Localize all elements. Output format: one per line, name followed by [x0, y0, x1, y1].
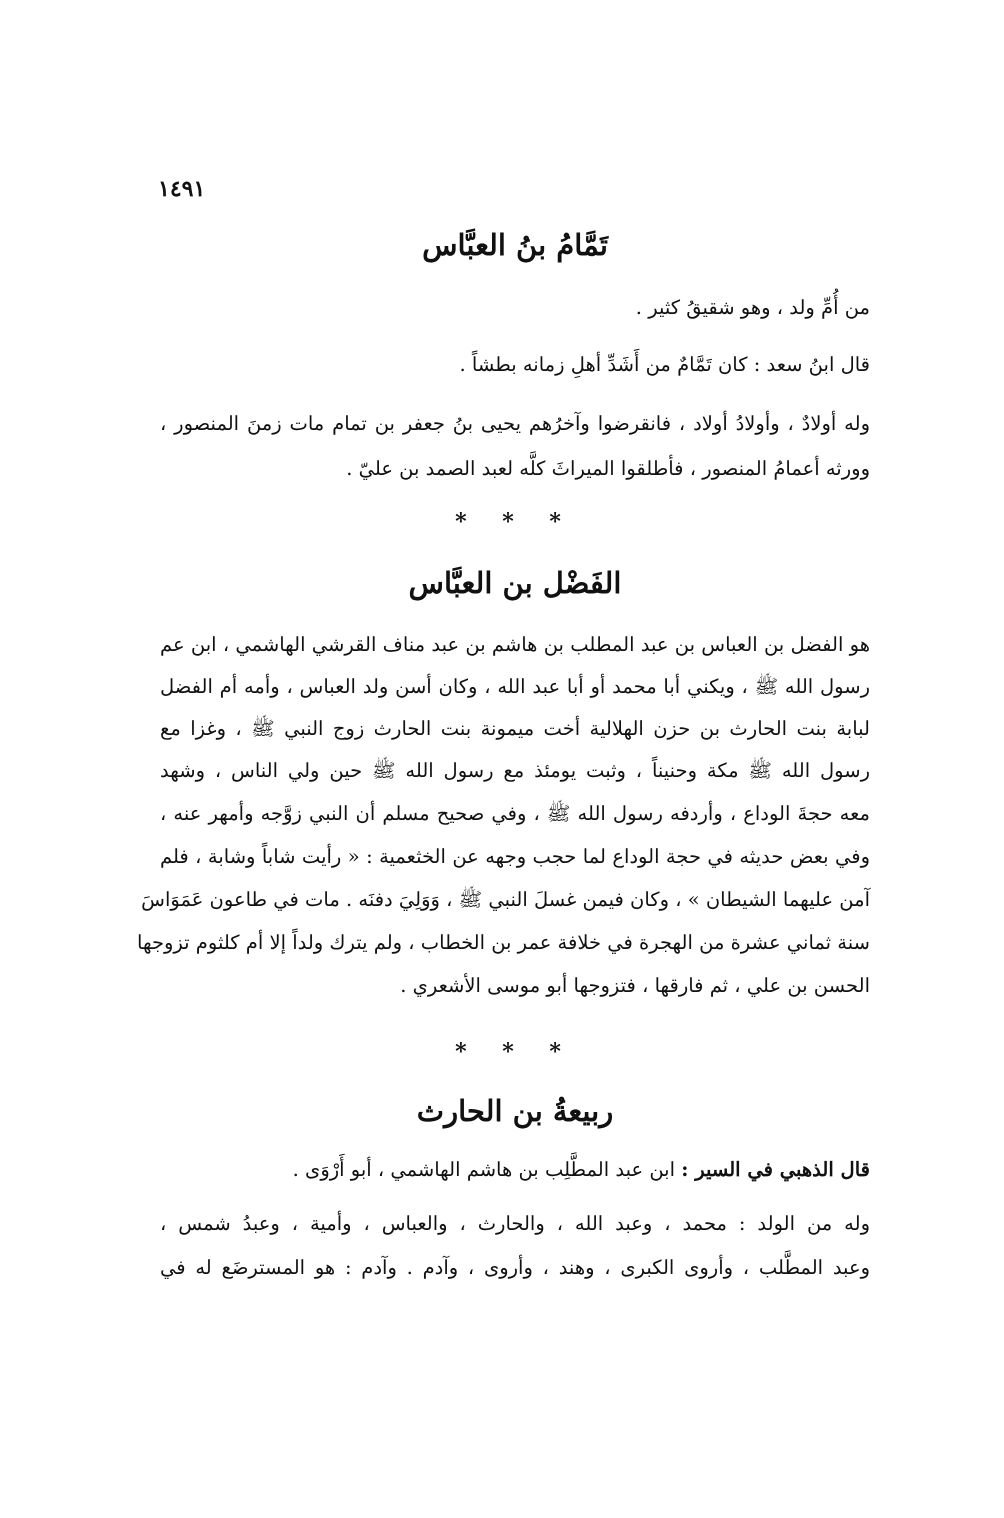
text-line: رسول الله ﷺ ، ويكني أبا محمد أو أبا عبد الله ، وكان أسن ولد العباس ، وأمه أم الفضل — [160, 675, 870, 698]
text-line: رسول الله ﷺ مكة وحنيناً ، وثبت يومئذ مع رسول الله ﷺ حين ولي الناس ، وشهد — [160, 759, 870, 782]
text-line: سنة ثماني عشرة من الهجرة في خلافة عمر بن الخطاب ، ولم يترك ولداً إلا أم كلثوم تزوجها — [137, 931, 870, 954]
text-line: وله أولادٌ ، وأولادُ أولاد ، فانقرضوا وآخرُهم يحيى بنُ جعفر بن تمام مات زمنَ المنصور ، — [160, 412, 870, 435]
text-line: وعبد المطَّلب ، وأروى الكبرى ، وهند ، وأروى ، وآدم . وآدم : هو المسترضَع له في — [160, 1256, 870, 1279]
text-line — [293, 1158, 870, 1181]
section-separator: * * * — [455, 1039, 575, 1065]
section-title-tammam: تَمَّامُ بنُ العبَّاس — [422, 228, 608, 262]
text-line: معه حجةَ الوداع ، وأردفه رسول الله ﷺ ، وفي صحيح مسلم أن النبي زوَّجه وأمهر عنه ، — [160, 802, 870, 825]
text-line: وله من الولد : محمد ، وعبد الله ، والحارث ، والعباس ، وأمية ، وعبدُ شمس ، — [160, 1212, 870, 1235]
citation-lead: قال الذهبي في السير : — [681, 1158, 870, 1181]
page-number: ١٤٩١ — [158, 176, 206, 202]
text-line: هو الفضل بن العباس بن عبد المطلب بن هاشم بن عبد مناف القرشي الهاشمي ، ابن عم — [160, 633, 870, 656]
text-line: من أُمِّ ولد ، وهو شقيقُ كثير . — [635, 296, 870, 319]
text-line: آمن عليهما الشيطان » ، وكان فيمن غسلَ النبي ﷺ ، وَوَلِيَ دفنَه . مات في طاعون عَمَوَاسَ — [141, 888, 870, 911]
section-separator: * * * — [455, 509, 575, 535]
text-line: لبابة بنت الحارث بن حزن الهلالية أخت ميمونة بنت الحارث زوج النبي ﷺ ، وغزا مع — [160, 717, 870, 740]
text-line: وفي بعض حديثه في حجة الوداع لما حجب وجهه عن الخثعمية : « رأيت شاباً وشابة ، فلم — [160, 845, 870, 868]
text-line: قال ابنُ سعد : كان تَمَّامٌ من أَشَدِّ أهلِ زمانه بطشاً . — [459, 353, 870, 376]
text-line: وورثه أعمامُ المنصور ، فأطلقوا الميراثَ كلَّه لعبد الصمد بن عليّ . — [346, 457, 870, 480]
citation-text: ابن عبد المطَّلِب بن هاشم الهاشمي ، أبو أَرْوَى . — [292, 1158, 676, 1181]
text-line: الحسن بن علي ، ثم فارقها ، فتزوجها أبو موسى الأشعري . — [400, 974, 870, 997]
section-title-rabia: ربيعةُ بن الحارث — [416, 1094, 614, 1128]
section-title-fadl: الفَضْل بن العبَّاس — [408, 566, 622, 600]
